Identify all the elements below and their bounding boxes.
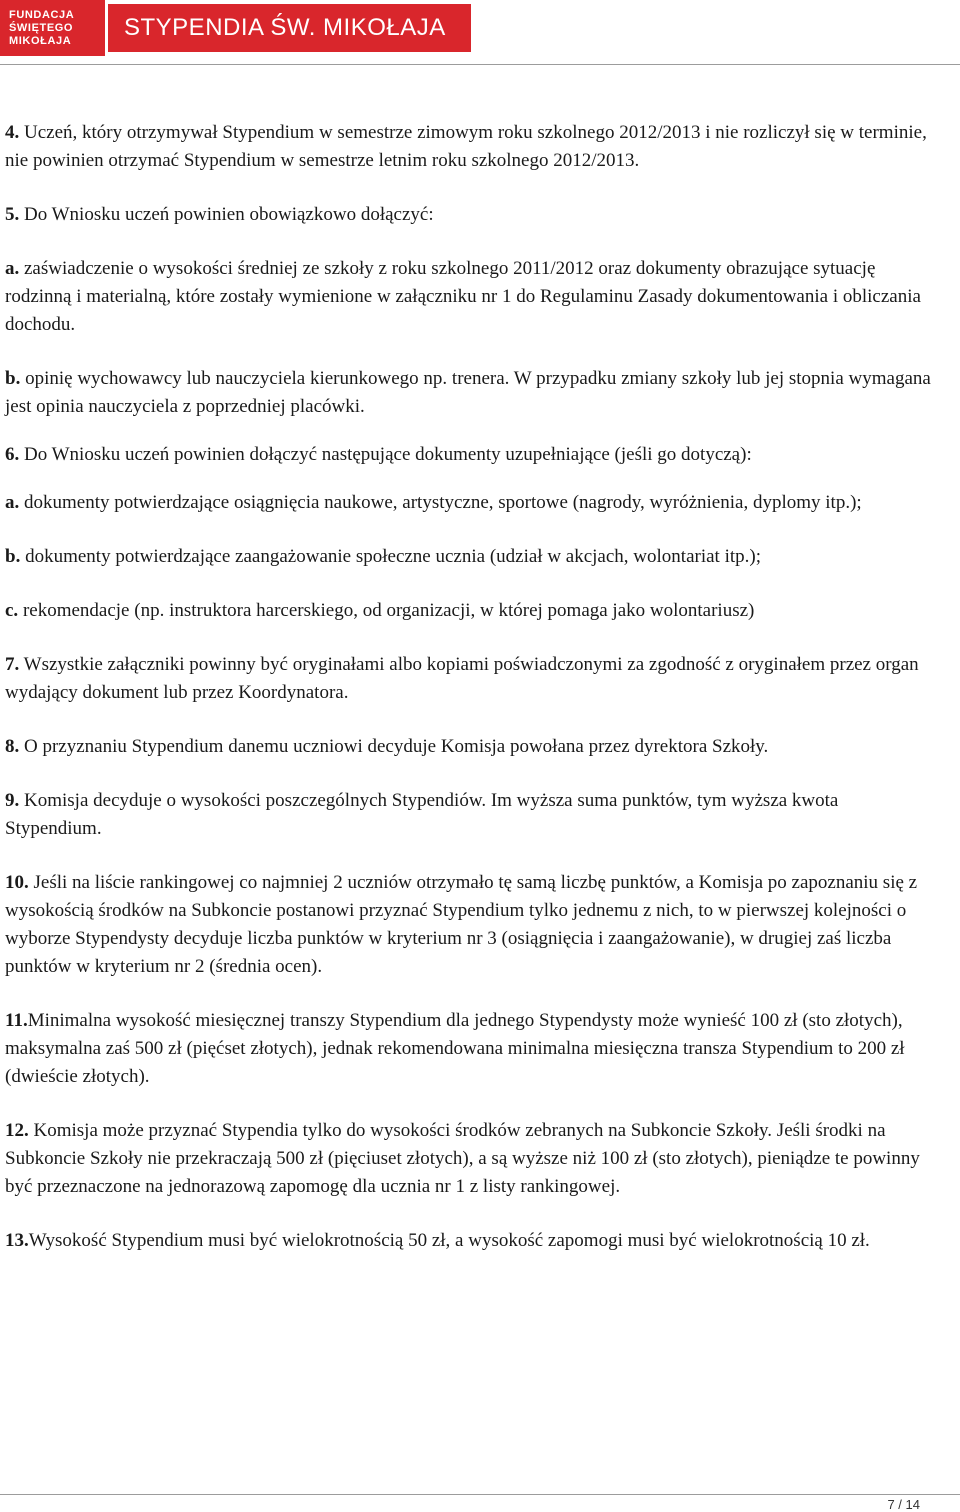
paragraph-number: 13. bbox=[5, 1230, 29, 1251]
logo-line: MIKOŁAJA bbox=[9, 35, 72, 47]
paragraph-number: 12. bbox=[5, 1120, 29, 1141]
logo-line: ŚWIĘTEGO bbox=[9, 22, 74, 34]
paragraph-text: Jeśli na liście rankingowej co najmniej 2 uczniów otrzymało tę samą liczbę punktów, a Komisja po zapoznaniu się z wysokością środków na Subkoncie postanowi przyznać Stypendium tylko jednemu z nich, to w pierwszej kolejności o wyborze Stypendysty decyduje liczba punktów w kryterium nr 3 (osiągnięcia i zaangażowanie), w drugiej zaś liczba punktów w kryterium nr 2 (średnia ocen). bbox=[5, 872, 918, 977]
paragraph-text: zaświadczenie o wysokości średniej ze szkoły z roku szkolnego 2011/2012 oraz dokumenty obrazujące sytuację rodzinną i materialną, które zostały wymienione w załączniku nr 1 do Regulaminu Zasady dokumentowania i obliczania dochodu. bbox=[5, 258, 921, 335]
paragraph-text: dokumenty potwierdzające osiągnięcia naukowe, artystyczne, sportowe (nagrody, wyróżnienia, dyplomy itp.); bbox=[19, 492, 862, 513]
paragraph bbox=[5, 255, 935, 339]
paragraph-number: 6. bbox=[5, 444, 20, 465]
brand-banner bbox=[108, 4, 471, 52]
paragraph bbox=[5, 651, 935, 707]
paragraph-number: a. bbox=[5, 258, 20, 279]
document-body bbox=[5, 119, 935, 1281]
paragraph-text: opinię wychowawcy lub nauczyciela kierunkowego np. trenera. W przypadku zmiany szkoły lub jej stopnia wymagana jest opinia nauczyciela z poprzedniej placówki. bbox=[5, 368, 931, 417]
paragraph bbox=[5, 787, 935, 843]
paragraph bbox=[5, 543, 935, 571]
paragraph-number: a. bbox=[5, 492, 20, 513]
paragraph-number: 9. bbox=[5, 790, 20, 811]
paragraph-text: Do Wniosku uczeń powinien dołączyć następujące dokumenty uzupełniające (jeśli go dotyczą): bbox=[19, 444, 752, 465]
paragraph-number: b. bbox=[5, 546, 21, 567]
header-divider bbox=[0, 64, 960, 65]
footer-divider bbox=[0, 1494, 960, 1495]
paragraph-text: Uczeń, który otrzymywał Stypendium w semestrze zimowym roku szkolnego 2012/2013 i nie rozliczył się w terminie, nie powinien otrzymać Stypendium w semestrze letnim roku szkolnego 2012/2013. bbox=[5, 122, 927, 171]
paragraph-number: b. bbox=[5, 368, 21, 389]
paragraph-text: Do Wniosku uczeń powinien obowiązkowo dołączyć: bbox=[19, 204, 434, 225]
paragraph bbox=[5, 733, 935, 761]
paragraph-text: O przyznaniu Stypendium danemu uczniowi decyduje Komisja powołana przez dyrektora Szkoły. bbox=[19, 736, 769, 757]
paragraph-text: Komisja decyduje o wysokości poszczególnych Stypendiów. Im wyższa suma punktów, tym wyższa kwota Stypendium. bbox=[5, 790, 839, 839]
paragraph-number: 4. bbox=[5, 122, 20, 143]
page-number: 7 / 14 bbox=[887, 1497, 920, 1512]
paragraph-number: 8. bbox=[5, 736, 20, 757]
paragraph bbox=[5, 489, 935, 517]
paragraph-number: c. bbox=[5, 600, 19, 621]
paragraph bbox=[5, 869, 935, 981]
paragraph-number: 10. bbox=[5, 872, 29, 893]
paragraph-number: 7. bbox=[5, 654, 20, 675]
paragraph bbox=[5, 1117, 935, 1201]
paragraph bbox=[5, 1007, 935, 1091]
paragraph-text: dokumenty potwierdzające zaangażowanie społeczne ucznia (udział w akcjach, wolontariat itp.); bbox=[20, 546, 761, 567]
paragraph-text: Komisja może przyznać Stypendia tylko do wysokości środków zebranych na Subkoncie Szkoły. Jeśli środki na Subkoncie Szkoły nie przekraczają 500 zł (pięciuset złotych), a są wyższe niż 100 zł (sto złotych), pieniądze te powinny być przeznaczone na jednorazową zapomogę dla ucznia nr 1 z listy rankingowej. bbox=[5, 1120, 920, 1197]
logo-line: FUNDACJA bbox=[9, 9, 75, 21]
page-header bbox=[0, 0, 960, 56]
paragraph bbox=[5, 119, 935, 175]
paragraph bbox=[5, 365, 935, 421]
paragraph bbox=[5, 201, 935, 229]
paragraph-number: 11. bbox=[5, 1010, 28, 1031]
paragraph bbox=[5, 1227, 935, 1255]
paragraph-number: 5. bbox=[5, 204, 20, 225]
paragraph-text: Wszystkie załączniki powinny być oryginałami albo kopiami poświadczonymi za zgodność z oryginałem przez organ wydający dokument lub przez Koordynatora. bbox=[5, 654, 919, 703]
paragraph-text: Minimalna wysokość miesięcznej transzy Stypendium dla jednego Stypendysty może wynieść 100 zł (sto złotych), maksymalna zaś 500 zł (pięćset złotych), jednak rekomendowana minimalna miesięczna transza Stypendium to 200 zł (dwieście złotych). bbox=[5, 1010, 905, 1087]
paragraph bbox=[5, 441, 935, 469]
paragraph-text: rekomendacje (np. instruktora harcerskiego, od organizacji, w której pomaga jako wolontariusz) bbox=[18, 600, 755, 621]
brand-title: STYPENDIA ŚW. MIKOŁAJA bbox=[124, 14, 446, 41]
foundation-logo bbox=[0, 0, 105, 56]
paragraph bbox=[5, 597, 935, 625]
paragraph-text: Wysokość Stypendium musi być wielokrotnością 50 zł, a wysokość zapomogi musi być wielokrotnością 10 zł. bbox=[28, 1230, 870, 1251]
